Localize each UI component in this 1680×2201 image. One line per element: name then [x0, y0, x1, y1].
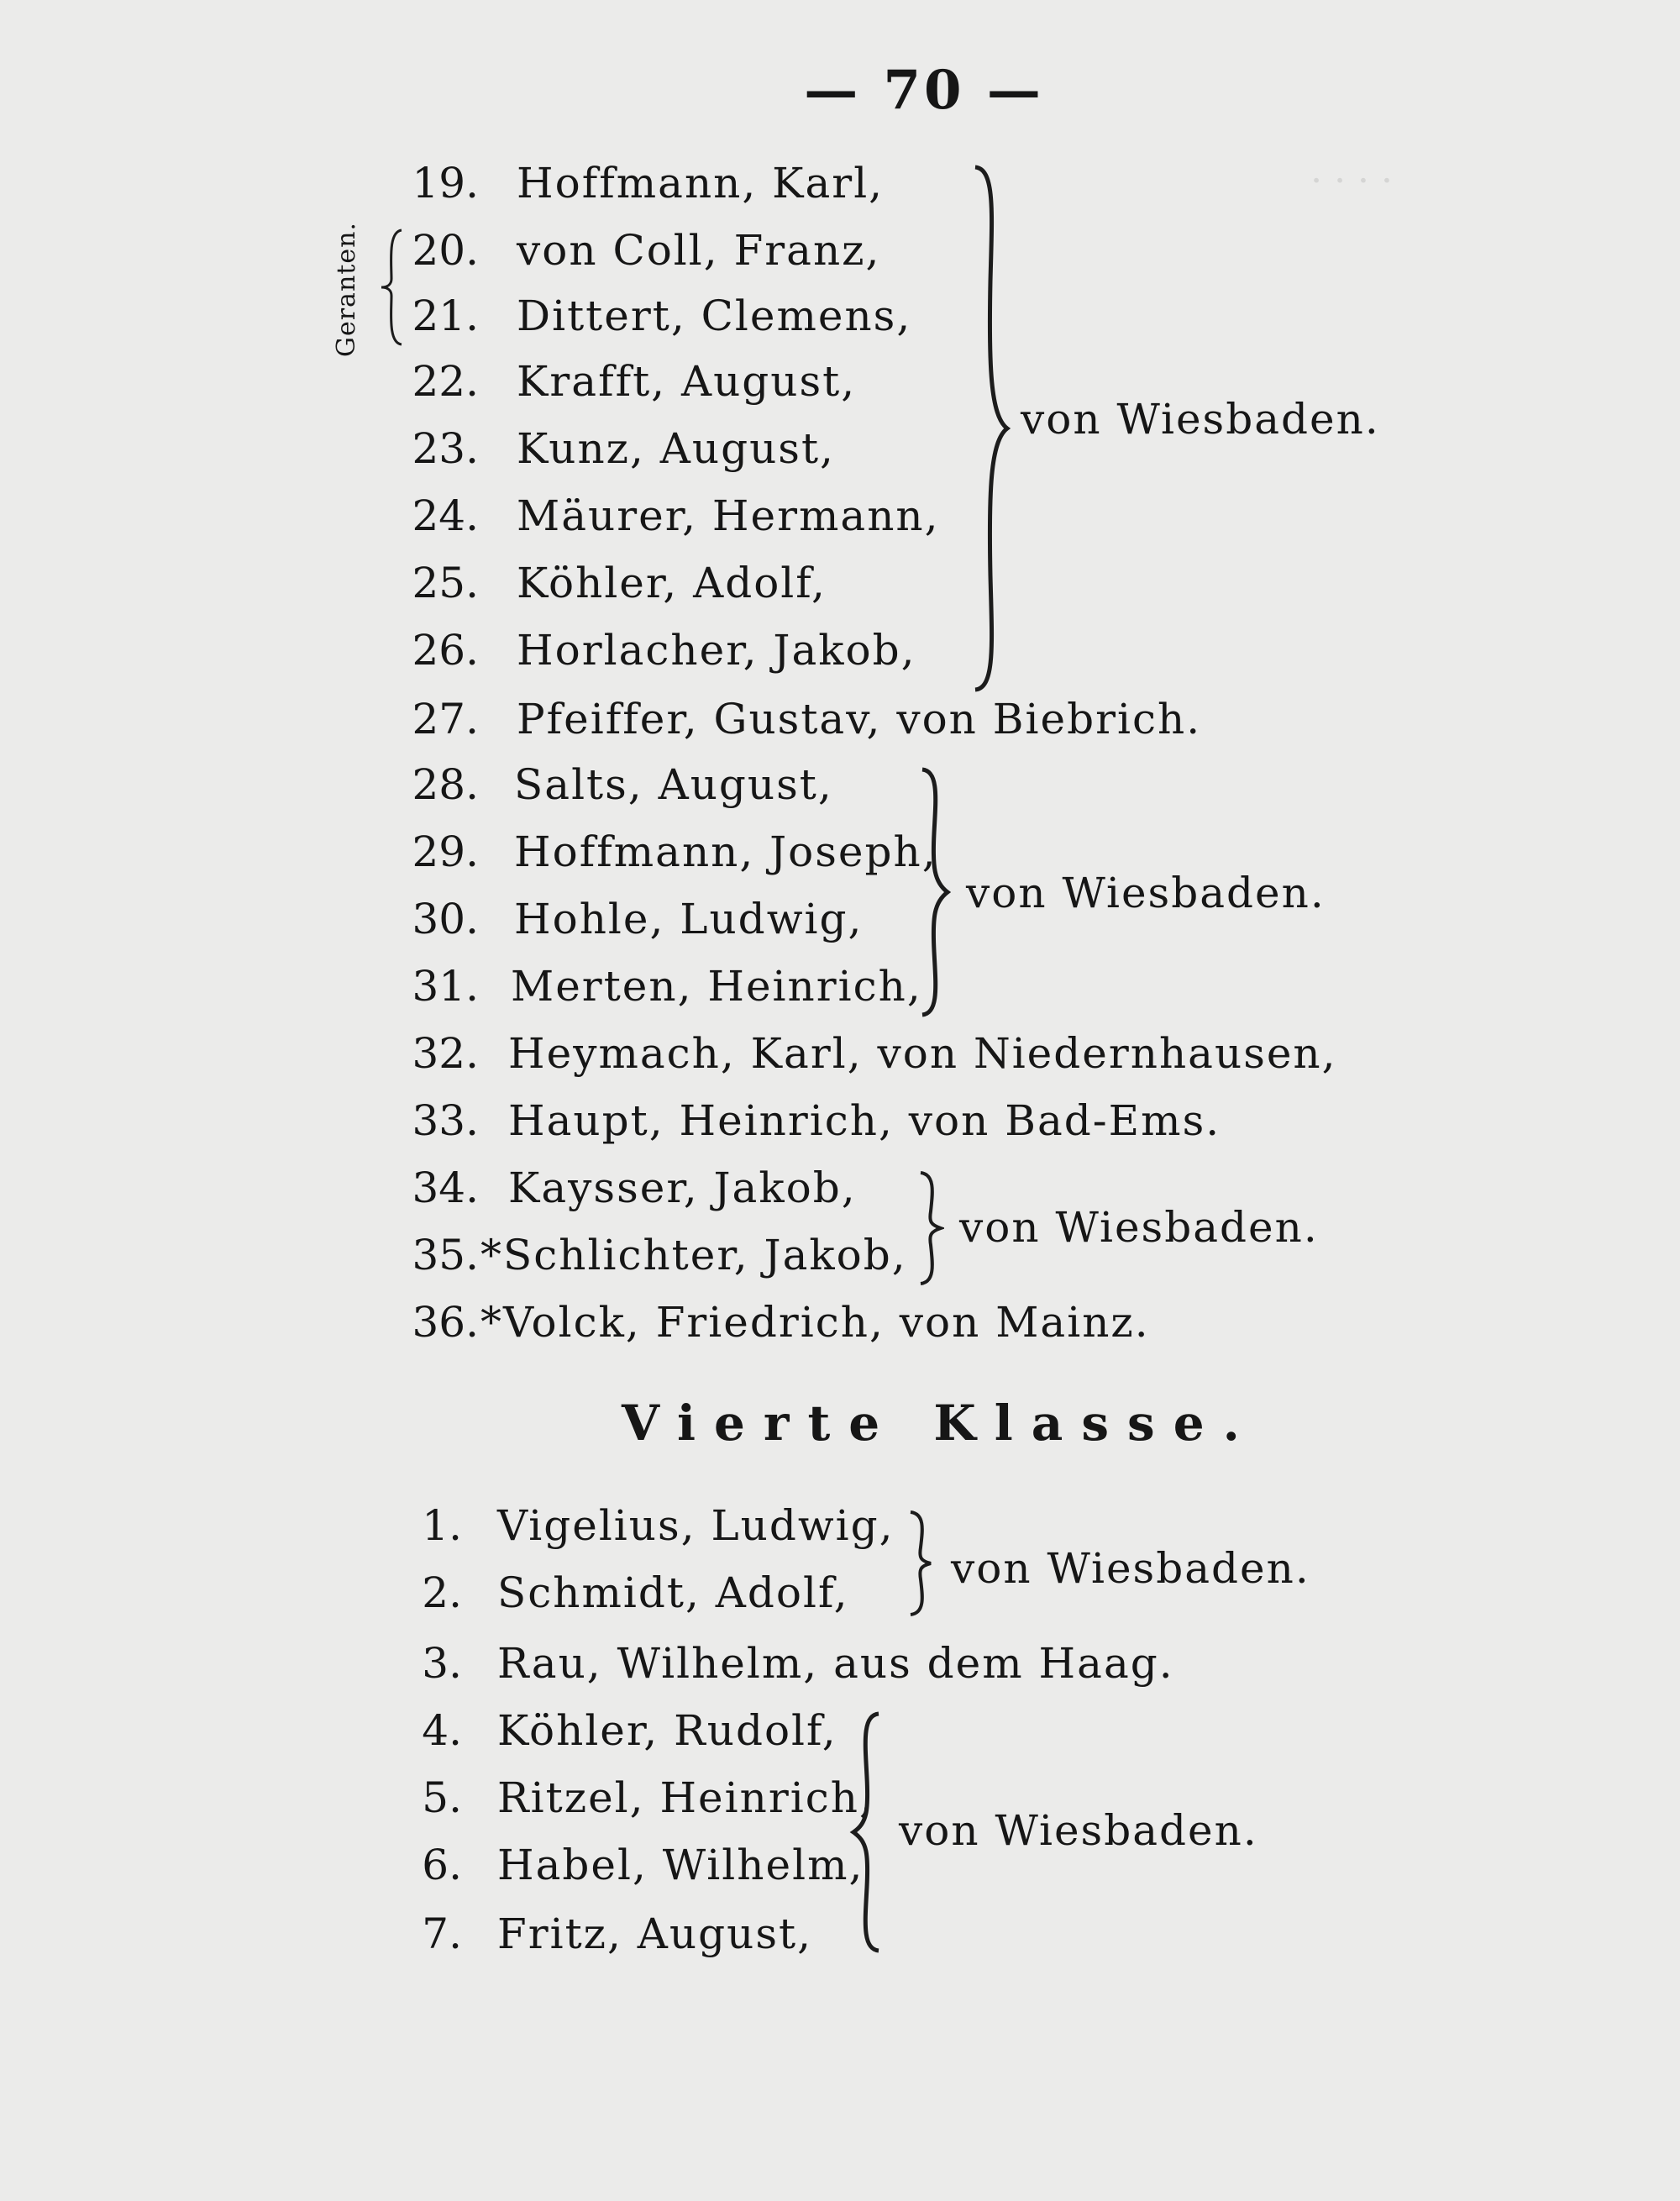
list-item — [0, 282, 1680, 349]
entry-name: Köhler, Rudolf, — [497, 1706, 837, 1755]
group-place: von Wiesbaden. — [899, 1806, 1258, 1855]
list-item — [0, 1831, 1680, 1899]
list-item — [0, 1020, 1680, 1087]
group-brace — [907, 1509, 934, 1618]
entry-name: Kunz, August, — [517, 424, 835, 473]
group-brace — [848, 1710, 885, 1954]
entry-number: 5. — [422, 1773, 462, 1822]
entry-number: 7. — [422, 1909, 462, 1958]
entry-name: *Schlichter, Jakob, — [480, 1231, 907, 1279]
entry-number: 33. — [412, 1096, 479, 1145]
entry-number: 35. — [412, 1231, 479, 1279]
entry-name: Heymach, Karl, von Niedernhausen, — [508, 1029, 1337, 1078]
entry-name: Hoffmann, Joseph, — [514, 827, 937, 876]
entry-name: Rau, Wilhelm, aus dem Haag. — [497, 1639, 1174, 1688]
list-item — [0, 1900, 1680, 1967]
list-item — [0, 1289, 1680, 1356]
group-brace — [917, 1169, 944, 1287]
margin-note: Geranten. — [332, 222, 361, 357]
entry-number: 4. — [422, 1706, 462, 1755]
entry-number: 29. — [412, 827, 479, 876]
entry-name: Horlacher, Jakob, — [517, 626, 916, 675]
list-item — [0, 549, 1680, 617]
entry-number: 27. — [412, 695, 479, 743]
entry-name: Salts, August, — [514, 760, 833, 809]
entry-name: Krafft, August, — [517, 357, 857, 406]
list-item — [0, 1559, 1680, 1626]
entry-name: Mäurer, Hermann, — [517, 491, 940, 540]
entry-number: 36. — [412, 1298, 479, 1347]
group-brace — [970, 164, 1012, 693]
entry-name: von Coll, Franz, — [517, 226, 881, 275]
group-place: von Wiesbaden. — [966, 869, 1326, 917]
list-item — [0, 617, 1680, 684]
entry-name: Köhler, Adolf, — [517, 559, 827, 607]
entry-name: Haupt, Heinrich, von Bad-Ems. — [508, 1096, 1221, 1145]
list-item — [0, 217, 1680, 284]
entry-number: 28. — [412, 760, 479, 809]
list-item — [0, 482, 1680, 549]
list-item — [0, 686, 1680, 753]
page-number: — 70 — — [804, 59, 1044, 122]
list-item — [0, 1087, 1680, 1154]
entry-number: 22. — [412, 357, 479, 406]
entry-number: 20. — [412, 226, 479, 275]
entry-name: Vigelius, Ludwig, — [497, 1501, 895, 1550]
group-place: von Wiesbaden. — [951, 1544, 1310, 1593]
entry-number: 3. — [422, 1639, 462, 1688]
group-place: von Wiesbaden. — [1021, 395, 1380, 444]
list-item — [0, 348, 1680, 415]
list-item — [0, 1764, 1680, 1831]
entry-name: Ritzel, Heinrich, — [497, 1773, 874, 1822]
list-item — [0, 1630, 1680, 1697]
entry-number: 32. — [412, 1029, 479, 1078]
entry-name: Hohle, Ludwig, — [514, 895, 864, 943]
entry-number: 26. — [412, 626, 479, 675]
list-item — [0, 1492, 1680, 1559]
list-item — [0, 885, 1680, 953]
group-brace — [917, 766, 951, 1018]
list-item — [0, 818, 1680, 885]
entry-number: 1. — [422, 1501, 462, 1550]
entry-number: 21. — [412, 292, 479, 340]
list-item — [0, 751, 1680, 818]
section-title: Vierte Klasse. — [622, 1395, 1258, 1452]
entry-number: 34. — [412, 1164, 479, 1212]
group-place: von Wiesbaden. — [959, 1203, 1319, 1252]
list-item — [0, 1697, 1680, 1764]
list-item — [0, 150, 1680, 217]
entry-number: 24. — [412, 491, 479, 540]
entry-number: 31. — [412, 962, 479, 1011]
entry-number: 30. — [412, 895, 479, 943]
entry-name: Kaysser, Jakob, — [508, 1164, 857, 1212]
entry-number: 19. — [412, 159, 479, 207]
entry-name: Schmidt, Adolf, — [497, 1568, 849, 1617]
entry-name: Fritz, August, — [497, 1909, 812, 1958]
entry-name: Merten, Heinrich, — [511, 962, 922, 1011]
entry-number: 2. — [422, 1568, 462, 1617]
entry-number: 6. — [422, 1841, 462, 1889]
entry-number: 25. — [412, 559, 479, 607]
show-through-text: · · · · — [1310, 160, 1393, 202]
list-item — [0, 1221, 1680, 1289]
entry-number: 23. — [412, 424, 479, 473]
entry-name: Hoffmann, Karl, — [517, 159, 885, 207]
list-item — [0, 953, 1680, 1020]
entry-name: Pfeiffer, Gustav, von Biebrich. — [517, 695, 1202, 743]
list-item — [0, 415, 1680, 482]
list-item — [0, 1154, 1680, 1221]
entry-name: Dittert, Clemens, — [517, 292, 912, 340]
entry-name: Habel, Wilhelm, — [497, 1841, 864, 1889]
entry-name: *Volck, Friedrich, von Mainz. — [480, 1298, 1150, 1347]
